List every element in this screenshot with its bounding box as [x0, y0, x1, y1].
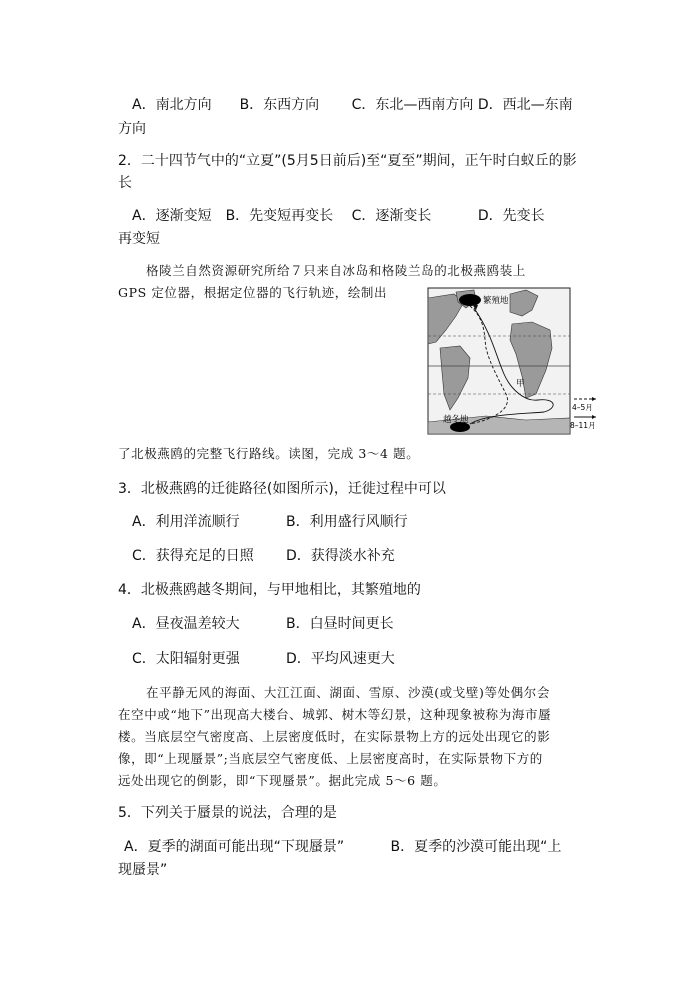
passage1-line3: 了北极燕鸥的完整飞行路线。读图，完成 3～4 题。 — [118, 446, 420, 461]
legend-label-1: 4–5月 — [572, 403, 593, 412]
passage2-line4: 像，即“上现蜃景”;当底层空气密度低、上层密度高时，在实际景物下方的 — [118, 751, 543, 766]
legend-arrow-icon — [592, 415, 596, 419]
arctic-tern-migration-map — [426, 286, 602, 438]
jia-label: 甲 — [516, 379, 525, 389]
passage2-line2: 在空中或“地下”出现高大楼台、城郭、树木等幻景，这种现象被称为海市蜃 — [118, 707, 552, 722]
q4-option-c: C．太阳辐射更强 — [132, 651, 240, 667]
passage2-line1: 在平静无风的海面、大江江面、湖面、雪原、沙漠(或戈壁)等处偶尔会 — [146, 685, 550, 700]
breeding-area — [459, 294, 481, 306]
q1-options-line2: 方向 — [118, 121, 146, 137]
q4-option-d: D．平均风速更大 — [286, 651, 395, 667]
passage1-line2: GPS 定位器，根据定位器的飞行轨迹，绘制出 — [118, 285, 388, 300]
q3-option-d: D．获得淡水补充 — [286, 548, 395, 564]
wintering-label: 越冬地 — [443, 415, 469, 425]
q3-option-b: B．利用盛行风顺行 — [286, 514, 408, 530]
legend-arrow-icon — [592, 397, 596, 401]
q5-options-line1: A．夏季的湖面可能出现“下现蜃景” B．夏季的沙漠可能出现“上 — [124, 839, 562, 855]
passage2-line3: 楼。当底层空气密度高、上层密度低时，在实际景物上方的远处出现它的影 — [118, 729, 551, 744]
q5-options-line2: 现蜃景” — [118, 862, 168, 878]
legend-label-2: 8–11月 — [570, 421, 596, 430]
q1-options-line1: A．南北方向 B．东西方向 C．东北—西南方向 D．西北—东南 — [132, 97, 573, 113]
q4-stem: 4．北极燕鸥越冬期间，与甲地相比，其繁殖地的 — [118, 582, 421, 598]
q2-stem-line1: 2．二十四节气中的“立夏”(5月5日前后)至“夏至”期间，正午时白蚁丘的影 — [118, 153, 577, 169]
breeding-label: 繁殖地 — [483, 296, 509, 306]
q5-stem: 5．下列关于蜃景的说法，合理的是 — [118, 805, 337, 821]
passage1-line1: 格陵兰自然资源研究所给７只来自冰岛和格陵兰岛的北极燕鸥装上 — [146, 263, 526, 278]
q4-option-a: A．昼夜温差较大 — [132, 616, 240, 632]
q4-option-b: B．白昼时间更长 — [286, 616, 394, 632]
q2-options-line2: 再变短 — [118, 231, 160, 247]
passage2-line5: 远处出现它的倒影，即“下现蜃景”。据此完成 5～6 题。 — [118, 773, 447, 788]
q3-option-a: A．利用洋流顺行 — [132, 514, 240, 530]
q3-option-c: C．获得充足的日照 — [132, 548, 254, 564]
q3-stem: 3．北极燕鸥的迁徙路径(如图所示)，迁徙过程中可以 — [118, 481, 446, 497]
q2-options-line1: A．逐渐变短 B．先变短再变长 C．逐渐变长 D．先变长 — [132, 208, 545, 224]
q2-stem-line2: 长 — [118, 175, 132, 191]
